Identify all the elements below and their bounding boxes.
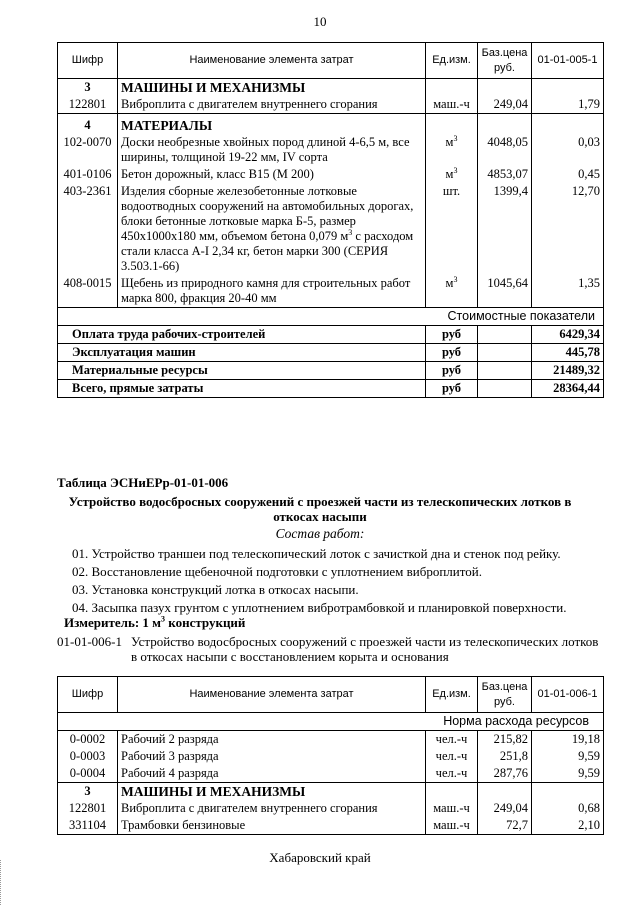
row-price: 249,04 xyxy=(478,96,532,114)
row-norm: 1,79 xyxy=(532,96,604,114)
total-label: Материальные ресурсы xyxy=(58,362,426,380)
section-title: МАШИНЫ И МЕХАНИЗМЫ xyxy=(118,783,426,801)
row-unit-text: $м^3$ xyxy=(445,165,458,181)
norm-code: 01-01-006-1 xyxy=(57,634,122,649)
norm-label-row xyxy=(58,713,604,731)
row-code: 102-0070 xyxy=(58,134,118,166)
table-row xyxy=(58,96,604,114)
row-norm: 1,35 xyxy=(532,275,604,308)
section-row xyxy=(58,114,604,135)
row-unit: чел.-ч xyxy=(426,731,478,749)
total-value: 445,78 xyxy=(532,344,604,362)
work-composition-label: Состав работ: xyxy=(275,526,365,541)
row-unit: маш.-ч xyxy=(426,96,478,114)
work-item: 03. Установка конструкций лотка в откосах насыпи. xyxy=(72,582,359,597)
header-name: Наименование элемента затрат xyxy=(118,43,426,79)
row-code: 401-0106 xyxy=(58,166,118,183)
row-name: Изделия сборные железобетонные лотковые водоотводных сооружений на автомобильных дорогах, блоки бетонные лотковые марка Б-5, размер 450х1000х180 мм, объемом бетона 0,079 $м^3$ с расходом стали класса А-I 2,34 кг, бетон марки 300 (СЕРИЯ 3.503.1-66) xyxy=(118,183,426,275)
work-item: 04. Засыпка пазух грунтом с уплотнением вибротрамбовкой и планировкой поверхности. xyxy=(72,600,567,615)
row-name: Виброплита с двигателем внутреннего сгорания xyxy=(118,96,426,114)
scan-edge-mark xyxy=(0,860,7,905)
header-price: Баз.цена руб. xyxy=(478,43,532,79)
row-unit xyxy=(426,275,478,308)
total-row xyxy=(58,380,604,398)
total-value: 21489,32 xyxy=(532,362,604,380)
header-unit: Ед.изм. xyxy=(426,43,478,79)
row-unit: маш.-ч xyxy=(426,800,478,817)
table-row xyxy=(58,748,604,765)
row-price: 4048,05 xyxy=(478,134,532,166)
section-number: 3 xyxy=(58,79,118,97)
row-norm: 0,03 xyxy=(532,134,604,166)
page-footer: Хабаровский край xyxy=(269,850,371,865)
resource-table-2 xyxy=(57,676,604,835)
row-norm: 2,10 xyxy=(532,817,604,835)
row-name: Доски необрезные хвойных пород длиной 4-6,5 м, все ширины, толщиной 19-22 мм, IV сорта xyxy=(118,134,426,166)
row-name: Рабочий 3 разряда xyxy=(118,748,426,765)
header-norm-code: 01-01-005-1 xyxy=(532,43,604,79)
row-unit: чел.-ч xyxy=(426,765,478,783)
measurer-sup: 3 xyxy=(161,614,166,624)
total-unit: руб xyxy=(426,380,478,398)
work-item: 01. Устройство траншеи под телескопический лоток с зачисткой дна и стенок под рейку. xyxy=(72,546,561,561)
row-price: 72,7 xyxy=(478,817,532,835)
row-price: 251,8 xyxy=(478,748,532,765)
table-row xyxy=(58,800,604,817)
norm-description: Устройство водосбросных сооружений с проезжей части из телескопических лотков в откосах насыпи с восстановлением корыта и основания xyxy=(131,634,599,664)
section-row xyxy=(58,783,604,801)
work-item: 02. Восстановление щебеночной подготовки с уплотнением виброплитой. xyxy=(72,564,482,579)
section-heading-line-1: Устройство водосбросных сооружений с проезжей части из телескопических лотков в xyxy=(68,494,572,509)
row-code: 122801 xyxy=(58,800,118,817)
page-number: 10 xyxy=(313,14,327,29)
table-row xyxy=(58,765,604,783)
row-name: Щебень из природного камня для строительных работ марка 800, фракция 20-40 мм xyxy=(118,275,426,308)
norm-label: Норма расхода ресурсов xyxy=(58,713,604,731)
row-unit: чел.-ч xyxy=(426,748,478,765)
total-row xyxy=(58,326,604,344)
row-price: 287,76 xyxy=(478,765,532,783)
total-row xyxy=(58,344,604,362)
row-unit-text: $м^3$ xyxy=(445,274,458,290)
table-row xyxy=(58,183,604,275)
row-norm: 0,68 xyxy=(532,800,604,817)
cost-indicators-label: Стоимостные показатели xyxy=(58,308,604,326)
row-name: Рабочий 4 разряда xyxy=(118,765,426,783)
table-row xyxy=(58,731,604,749)
row-unit-text: $м^3$ xyxy=(445,133,458,149)
row-code: 331104 xyxy=(58,817,118,835)
section-title: МАТЕРИАЛЫ xyxy=(118,114,426,135)
table-row xyxy=(58,166,604,183)
row-norm: 9,59 xyxy=(532,765,604,783)
row-price: 1399,4 xyxy=(478,183,532,275)
row-unit: шт. xyxy=(426,183,478,275)
total-unit: руб xyxy=(426,326,478,344)
section-heading-line-2: откосах насыпи xyxy=(273,509,367,524)
row-name: Бетон дорожный, класс В15 (М 200) xyxy=(118,166,426,183)
total-value: 28364,44 xyxy=(532,380,604,398)
header-price: Баз.цена руб. xyxy=(478,677,532,713)
row-price: 215,82 xyxy=(478,731,532,749)
cost-label-row xyxy=(58,308,604,326)
total-unit: руб xyxy=(426,362,478,380)
header-unit: Ед.изм. xyxy=(426,677,478,713)
total-row xyxy=(58,362,604,380)
row-price: 1045,64 xyxy=(478,275,532,308)
total-label: Всего, прямые затраты xyxy=(58,380,426,398)
section-row xyxy=(58,79,604,97)
table-row xyxy=(58,134,604,166)
row-code: 0-0003 xyxy=(58,748,118,765)
row-norm: 12,70 xyxy=(532,183,604,275)
table-row xyxy=(58,817,604,835)
row-code: 403-2361 xyxy=(58,183,118,275)
row-unit: маш.-ч xyxy=(426,817,478,835)
measurer xyxy=(64,615,245,631)
total-label: Эксплуатация машин xyxy=(58,344,426,362)
header-code: Шифр xyxy=(58,677,118,713)
row-unit xyxy=(426,166,478,183)
header-name: Наименование элемента затрат xyxy=(118,677,426,713)
row-code: 408-0015 xyxy=(58,275,118,308)
row-name: Виброплита с двигателем внутреннего сгорания xyxy=(118,800,426,817)
row-unit xyxy=(426,134,478,166)
resource-table-1 xyxy=(57,42,604,398)
row-code: 122801 xyxy=(58,96,118,114)
header-norm-code: 01-01-006-1 xyxy=(532,677,604,713)
measurer-text: Измеритель: 1 м xyxy=(64,615,162,630)
row-price: 4853,07 xyxy=(478,166,532,183)
row-norm: 9,59 xyxy=(532,748,604,765)
section-number: 4 xyxy=(58,114,118,135)
section-title: МАШИНЫ И МЕХАНИЗМЫ xyxy=(118,79,426,97)
measurer-tail: конструкций xyxy=(165,615,246,630)
row-norm: 19,18 xyxy=(532,731,604,749)
table-row xyxy=(58,275,604,308)
total-value: 6429,34 xyxy=(532,326,604,344)
row-name: Трамбовки бензиновые xyxy=(118,817,426,835)
header-code: Шифр xyxy=(58,43,118,79)
row-name: Рабочий 2 разряда xyxy=(118,731,426,749)
row-norm: 0,45 xyxy=(532,166,604,183)
table-name: Таблица ЭСНиЕРр-01-01-006 xyxy=(57,475,229,490)
row-code: 0-0004 xyxy=(58,765,118,783)
row-code: 0-0002 xyxy=(58,731,118,749)
row-price: 249,04 xyxy=(478,800,532,817)
section-number: 3 xyxy=(58,783,118,801)
total-unit: руб xyxy=(426,344,478,362)
total-label: Оплата труда рабочих-строителей xyxy=(58,326,426,344)
